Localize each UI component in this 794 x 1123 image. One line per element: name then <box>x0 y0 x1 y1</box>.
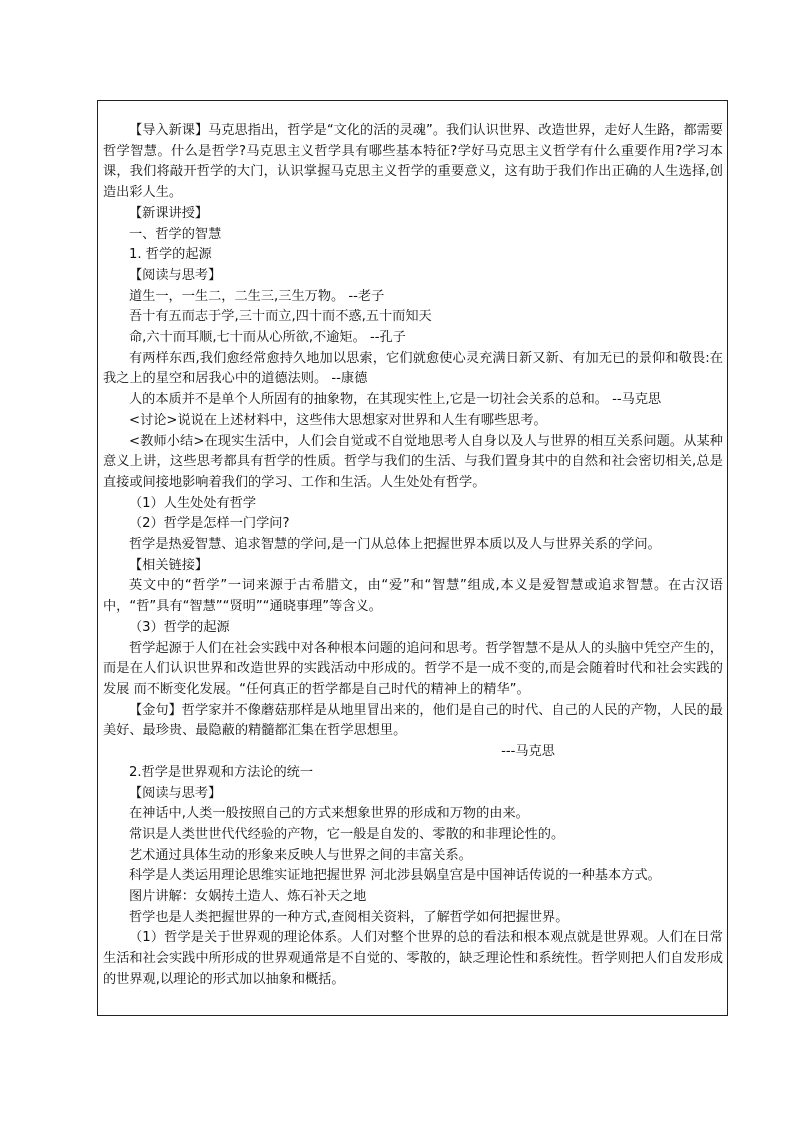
paragraph: 【阅读与思考】 <box>129 267 222 283</box>
paragraph: 2.哲学是世界观和方法论的统一 <box>129 764 314 780</box>
paragraph: 【相关链接】 <box>129 557 209 573</box>
paragraph: 人的本质并不是单个人所固有的抽象物，在其现实性上,它是一切社会关系的总和。 --马克思 <box>129 392 662 408</box>
paragraph: 有两样东西,我们愈经常愈持久地加以思索，它们就愈使心灵充满日新又新、有加无已的景仰和敬畏:在我之上的星空和居我心中的道德法则。 --康德 <box>103 350 723 387</box>
paragraph: 一、哲学的智慧 <box>129 226 222 242</box>
paragraph: （2）哲学是怎样一门学问? <box>129 516 290 532</box>
paragraph: （3）哲学的起源 <box>129 619 230 635</box>
paragraph: （1）人生处处有哲学 <box>129 495 257 511</box>
paragraph: 【新课讲授】 <box>129 205 209 221</box>
paragraph: 1. 哲学的起源 <box>129 247 212 263</box>
paragraph: ---马克思 <box>501 744 555 760</box>
paragraph: 图片讲解：女娲抟土造人、炼石补天之地 <box>129 889 367 905</box>
paragraph: 【阅读与思考】 <box>129 785 222 801</box>
paragraph: <教师小结>在现实生活中，人们会自觉或不自觉地思考人自身以及人与世界的相互关系问题。从某种意义上讲，这些思考都具有哲学的性质。哲学与我们的生活、与我们置身其中的自然和社会密切相关,总是直接或间接地影响着我们的学习、工作和生活。人生处处有哲学。 <box>103 433 723 490</box>
lesson-content <box>103 121 723 991</box>
paragraph: 命,六十而耳顺,七十而从心所欲,不逾矩。 --孔子 <box>129 330 406 346</box>
paragraph: 【导入新课】马克思指出，哲学是“文化的活的灵魂”。我们认识世界、改造世界，走好人生路，都需要哲学智慧。什么是哲学?马克思主义哲学具有哪些基本特征?学好马克思主义哲学有什么重要作用?学习本课，我们将敲开哲学的大门，认识掌握马克思主义哲学的重要意义，这有助于我们作出正确的人生选择,创造出彩人生。 <box>103 123 723 201</box>
paragraph: （1）哲学是关于世界观的理论体系。人们对整个世界的总的看法和根本观点就是世界观。人们在日常生活和社会实践中所形成的世界观通常是不自觉的、零散的，缺乏理论性和系统性。哲学则把人们自发形成的世界观,以理论的形式加以抽象和概括。 <box>103 930 723 987</box>
paragraph: 【金句】哲学家并不像蘑菇那样是从地里冒出来的，他们是自己的时代、自己的人民的产物，人民的最美好、最珍贵、最隐蔽的精髓都汇集在哲学思想里。 <box>103 702 723 739</box>
paragraph: 哲学也是人类把握世界的一种方式,查阅相关资料，了解哲学如何把握世界。 <box>129 909 569 925</box>
paragraph: 常识是人类世世代代经验的产物，它一般是自发的、零散的和非理论性的。 <box>129 826 565 842</box>
paragraph: 在神话中,人类一般按照自己的方式来想象世界的形成和万物的由来。 <box>129 806 529 822</box>
paragraph: <讨论>说说在上述材料中，这些伟大思想家对世界和人生有哪些思考。 <box>129 412 547 428</box>
paragraph: 科学是人类运用理论思维实证地把握世界 河北涉县娲皇宫是中国神话传说的一种基本方式。 <box>129 868 661 884</box>
paragraph: 英文中的“哲学”一词来源于古希腊文，由“爱”和“智慧”组成,本义是爱智慧或追求智慧。在古汉语中，“哲”具有“智慧”“贤明”“通晓事理”等含义。 <box>103 578 723 615</box>
paragraph: 吾十有五而志于学,三十而立,四十而不惑,五十而知天 <box>129 309 432 325</box>
paragraph: 道生一，一生二，二生三,三生万物。 --老子 <box>129 288 385 304</box>
paragraph: 哲学是热爱智慧、追求智慧的学问,是一门从总体上把握世界本质以及人与世界关系的学问。 <box>129 537 661 553</box>
paragraph: 艺术通过具体生动的形象来反映人与世界之间的丰富关系。 <box>129 847 472 863</box>
paragraph: 哲学起源于人们在社会实践中对各种根本问题的追问和思考。哲学智慧不是从人的头脑中凭空产生的， 而是在人们认识世界和改造世界的实践活动中形成的。哲学不是一成不变的,而是会随着时代和社会实践的发展 而不断变化发展。“任何真正的哲学都是自己时代的精神上的精华”。 <box>103 640 723 697</box>
